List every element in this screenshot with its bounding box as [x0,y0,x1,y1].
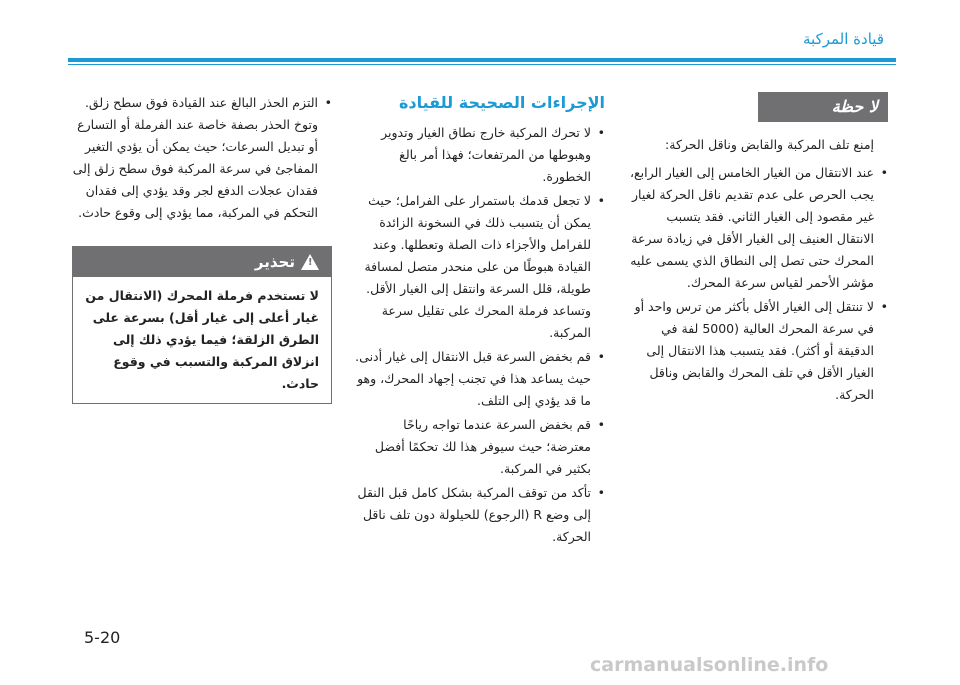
warning-triangle-icon: ! [301,254,319,270]
procedure-bullet-2: • لا تجعل قدمك باستمرار على الفرامل؛ حيث يمكن أن يتسبب ذلك في السخونة الزائدة للفرامل والأجزاء ذات الصلة وتعطلها. وعند القيادة هبوطًا من على منحدر متصل لمسافة طويلة، قلل السرعة وانتقل إلى الغيار الأقل. وتساعد فرملة المحرك على تقليل سرعة المركبة. [355,190,605,344]
header-title: قيادة المركبة [803,30,884,48]
warning-body: لا تستخدم فرملة المحرك (الانتقال من غيار أعلى إلى غيار أقل) بسرعة على الطرق الزلقة؛ فيما يؤدي ذلك إلى انزلاق المركبة والتسبب في وقوع حادث. [85,288,319,391]
procedures-column [355,92,605,550]
procedure-bullet-5: • تأكد من توقف المركبة بشكل كامل قبل النقل إلى وضع R (الرجوع) للحيلولة دون تلف ناقل الحركة. [355,482,605,548]
watermark: carmanualsonline.info [590,654,829,676]
note-column [628,92,888,408]
header-rule [68,58,896,62]
slippery-column [72,92,332,404]
header-rule-thin [68,64,896,65]
note-bullet-1: • عند الانتقال من الغيار الخامس إلى الغيار الرابع، يجب الحرص على عدم تقديم ناقل الحركة لغيار غير مقصود إلى الغيار الثاني. فقد يتسبب الانتقال العنيف إلى الغيار الأقل في زيادة سرعة المحرك حتى تصل إلى النطاق الذي يسمى عليه مؤشر الأحمر لقياس سرعة المحرك. [628,162,888,294]
procedures-heading: الإجراءات الصحيحة للقيادة [398,93,605,112]
note-bullet-2: • لا تنتقل إلى الغيار الأقل بأكثر من ترس واحد أو في سرعة المحرك العالية (5000 لفة في الدقيقة أو أكثر). فقد يتسبب هذا الانتقال إلى الغيار الأقل في تلف المحرك والقابض وناقل الحركة. [628,296,888,406]
warning-title: تحذير [254,253,295,271]
note-bullets [628,162,888,406]
warning-box [72,246,332,404]
slippery-bullet: • التزم الحذر البالغ عند القيادة فوق سطح زلق. وتوخ الحذر بصفة خاصة عند الفرملة أو التسارع أو تبديل السرعات؛ حيث يمكن أن يؤدي التغير المفاجئ في سرعة المركبة فوق سطح زلق إلى فقدان عجلات الدفع لجر وقد يؤدي إلى فقدان التحكم في المركبة، مما يؤدي إلى وقوع حادث. [72,92,332,224]
warning-header [73,247,331,277]
note-intro: إمنع تلف المركبة والقابض وناقل الحركة: [665,137,874,152]
procedure-bullet-3: • قم بخفض السرعة قبل الانتقال إلى غيار أدنى. حيث يساعد هذا في تجنب إجهاد المحرك، وهو ما قد يؤدي إلى التلف. [355,346,605,412]
procedures-bullets [355,122,605,548]
page-number: 5-20 [84,628,121,647]
procedure-bullet-1: • لا تحرك المركبة خارج نطاق الغيار وتدوير وهبوطها من المرتفعات؛ فهذا أمر بالغ الخطورة. [355,122,605,188]
slippery-bullets [72,92,332,224]
note-heading: لا حظة [758,92,888,122]
procedure-bullet-4: • قم بخفض السرعة عندما تواجه رياحًا معترضة؛ حيث سيوفر هذا لك تحكمًا أفضل بكثير في المركبة. [355,414,605,480]
